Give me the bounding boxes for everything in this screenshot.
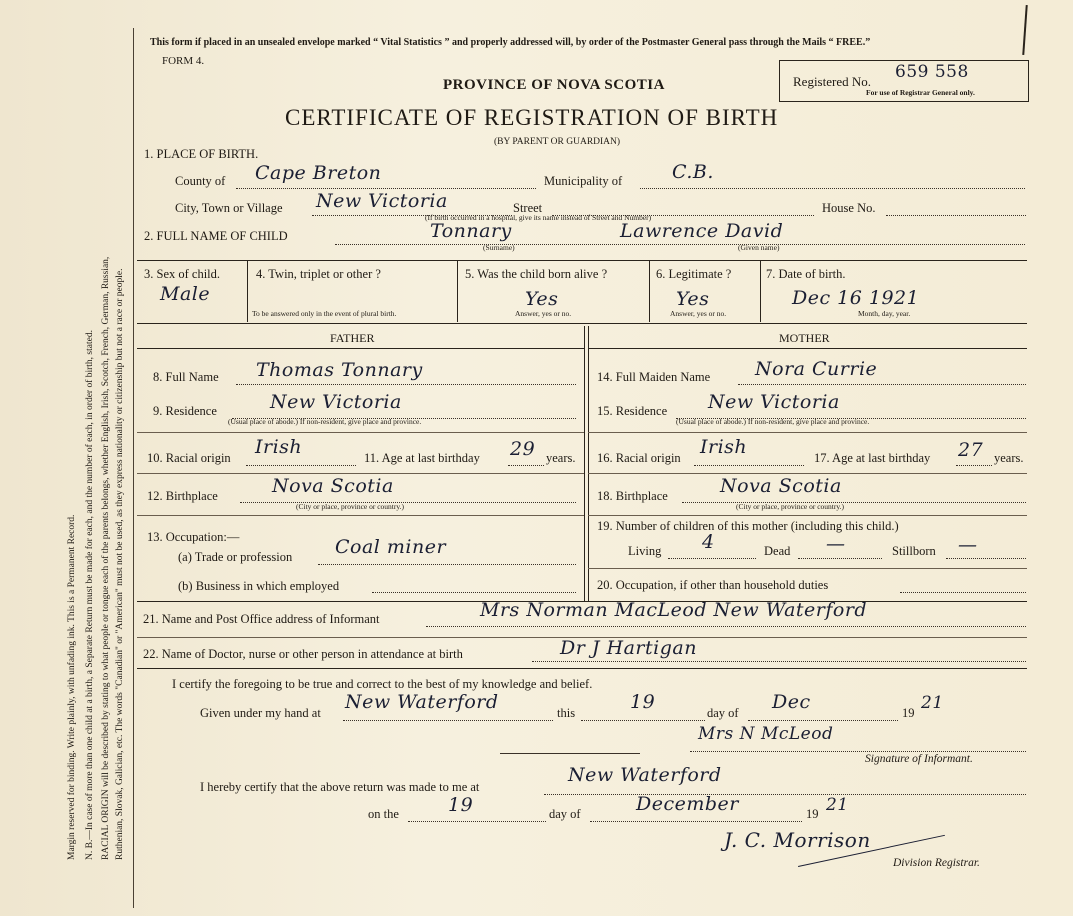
parents-divider-left (584, 326, 585, 601)
margin-note-multiple-births: N. B.—In case of more than one child at a birth, a Separate Return must be made for each, and the number of each, in order of birth, stated. (85, 330, 95, 860)
row3-top-rule (137, 260, 1027, 261)
father-residence-label: 9. Residence (153, 404, 217, 418)
father-residence-note: (Usual place of abode.) If non-resident, give place and province. (228, 417, 422, 426)
municipality-label: Municipality of (544, 174, 623, 188)
father-heading-rule (137, 348, 584, 349)
given-day-line (581, 720, 705, 721)
division-registrar-caption: Division Registrar. (893, 857, 980, 869)
row3-divider-1 (247, 260, 248, 322)
informant-line (426, 626, 1026, 627)
municipality-value: C.B. (672, 161, 714, 183)
mother-age-line (956, 465, 992, 466)
father-trade-line (318, 564, 576, 565)
place-of-birth-label: 1. PLACE OF BIRTH. (144, 147, 259, 161)
mother-occupation-line (900, 592, 1026, 593)
county-label: County of (175, 174, 226, 188)
mother-rule-3 (588, 515, 1027, 516)
page-title: CERTIFICATE OF REGISTRATION OF BIRTH (285, 105, 779, 130)
mother-race-label: 16. Racial origin (597, 451, 681, 465)
father-occupation-label: 13. Occupation:— (147, 530, 240, 544)
registrar-day-line (408, 821, 546, 822)
mother-occupation-label: 20. Occupation, if other than household duties (597, 578, 829, 592)
registrar-year-value: 21 (826, 795, 849, 815)
father-birthplace-value: Nova Scotia (272, 475, 394, 497)
date-of-birth-value: Dec 16 1921 (792, 287, 920, 309)
father-age-line (508, 465, 544, 466)
mother-name-value: Nora Currie (755, 358, 878, 380)
given-month-line (748, 720, 898, 721)
father-trade-value: Coal miner (335, 536, 447, 558)
parents-divider-right (588, 326, 589, 601)
mother-rule-2 (588, 473, 1027, 474)
dead-line (798, 558, 882, 559)
informant-value: Mrs Norman MacLeod New Waterford (480, 599, 868, 621)
given-year-prefix: 19 (902, 706, 915, 720)
signature-of-informant-caption: Signature of Informant. (865, 753, 973, 765)
city-label: City, Town or Village (175, 201, 283, 215)
mother-years-label: years. (994, 451, 1024, 465)
doctor-label: 22. Name of Doctor, nurse or other person in attendance at birth (143, 647, 463, 661)
margin-note-nationality: Ruthenian, Slovak, Galician, etc. The words "Canadian" or "American" must not be used, as they express nationality or citizenship but not a race or people. (115, 268, 125, 860)
mother-residence-note: (Usual place of abode.) If non-resident, give place and province. (676, 417, 870, 426)
registrar-month-value: December (636, 793, 739, 815)
county-line (236, 188, 536, 189)
mother-rule-1 (588, 432, 1027, 433)
child-surname-value: Tonnary (430, 220, 512, 242)
registrar-day-of-label: day of (549, 807, 581, 821)
child-name-line (335, 244, 1025, 245)
registrar-year-prefix: 19 (806, 807, 819, 821)
father-trade-label: (a) Trade or profession (178, 550, 293, 564)
father-residence-value: New Victoria (270, 391, 402, 413)
stillborn-label: Stillborn (892, 544, 936, 558)
given-caption: (Given name) (738, 243, 780, 252)
mother-name-line (738, 384, 1026, 385)
father-business-label: (b) Business in which employed (178, 579, 340, 593)
registered-number: 659 558 (895, 62, 969, 82)
mother-rule-4 (588, 568, 1027, 569)
house-number-label: House No. (822, 201, 876, 215)
father-birthplace-label: 12. Birthplace (147, 489, 218, 503)
mother-birthplace-value: Nova Scotia (720, 475, 842, 497)
stillborn-line (946, 558, 1026, 559)
mother-race-line (694, 465, 804, 466)
legitimate-value: Yes (676, 288, 710, 310)
subtitle: (BY PARENT OR GUARDIAN) (494, 137, 621, 147)
given-year-value: 21 (921, 693, 944, 713)
father-race-value: Irish (255, 436, 303, 458)
father-rule-1 (137, 432, 584, 433)
hospital-note: (If birth occurred in a hospital, give its name instead of Street and Number) (425, 213, 652, 222)
mother-residence-label: 15. Residence (597, 404, 668, 418)
father-name-line (236, 384, 576, 385)
father-years-label: years. (546, 451, 576, 465)
informant-signature: Mrs N McLeod (698, 724, 834, 744)
short-rule (500, 753, 640, 754)
city-value: New Victoria (316, 190, 448, 212)
registrar-note: For use of Registrar General only. (866, 88, 975, 97)
registrar-signature: J. C. Morrison (724, 828, 871, 852)
registered-label: Registered No. (793, 74, 871, 89)
municipality-line (640, 188, 1025, 189)
row3-bottom-rule (137, 323, 1027, 324)
father-rule-3 (137, 515, 584, 516)
father-business-line (372, 592, 576, 593)
father-age-label: 11. Age at last birthday (364, 451, 480, 465)
father-birthplace-note: (City or place, province or country.) (296, 502, 405, 511)
doctor-line (532, 661, 1026, 662)
informant-signature-line (690, 751, 1026, 752)
father-birthplace-line (240, 502, 576, 503)
registrar-certify-text: I hereby certify that the above return was made to me at (200, 780, 480, 794)
county-value: Cape Breton (255, 162, 382, 184)
province-heading: PROVINCE OF NOVA SCOTIA (443, 77, 665, 93)
mother-age-label: 17. Age at last birthday (814, 451, 931, 465)
mother-heading-rule (588, 348, 1027, 349)
registrar-place-value: New Waterford (568, 764, 722, 786)
given-month-value: Dec (772, 691, 811, 713)
father-race-line (246, 465, 356, 466)
alive-value: Yes (525, 288, 559, 310)
margin-note-racial-origin: RACIAL ORIGIN will be described by stating to what people or tongue each of the parents belongs, whether English, Irish, Scotch, French, German, Russian, (101, 256, 111, 860)
legitimate-label: 6. Legitimate ? (656, 267, 732, 281)
registrar-place-line (544, 794, 1026, 795)
doctor-value: Dr J Hartigan (560, 637, 697, 659)
father-rule-2 (137, 473, 584, 474)
living-value: 4 (702, 531, 715, 553)
mother-children-label: 19. Number of children of this mother (including this child.) (597, 519, 899, 533)
margin-note-binding: Margin reserved for binding. Write plainly, with unfading ink. This is a Permanent Record. (67, 514, 77, 860)
mother-birthplace-note: (City or place, province or country.) (736, 502, 845, 511)
mother-residence-value: New Victoria (708, 391, 840, 413)
registrar-day-value: 19 (448, 794, 474, 816)
given-under-label: Given under my hand at (200, 706, 321, 720)
row3-divider-4 (760, 260, 761, 322)
street-label: Street (513, 201, 543, 215)
mother-age-value: 27 (958, 439, 984, 461)
father-name-label: 8. Full Name (153, 370, 219, 384)
informant-label: 21. Name and Post Office address of Informant (143, 612, 380, 626)
father-heading: FATHER (330, 331, 375, 345)
date-of-birth-label: 7. Date of birth. (766, 267, 846, 281)
dead-value: — (826, 533, 846, 555)
stillborn-value: — (958, 534, 978, 556)
alive-note: Answer, yes or no. (515, 309, 572, 318)
living-line (668, 558, 756, 559)
row3-divider-2 (457, 260, 458, 322)
child-given-value: Lawrence David (620, 220, 784, 242)
father-age-value: 29 (510, 438, 536, 460)
sex-label: 3. Sex of child. (144, 267, 221, 281)
surname-caption: (Surname) (483, 243, 515, 252)
alive-label: 5. Was the child born alive ? (465, 267, 608, 281)
this-label: this (557, 706, 576, 720)
twin-label: 4. Twin, triplet or other ? (256, 267, 381, 281)
mother-birthplace-line (682, 502, 1026, 503)
given-place-line (343, 720, 553, 721)
legitimate-note: Answer, yes or no. (670, 309, 727, 318)
mother-name-label: 14. Full Maiden Name (597, 370, 711, 384)
mail-notice: This form if placed in an unsealed envelope marked “ Vital Statistics ” and properly addressed will, by order of the Postmaster General pass through the Mails “ FREE.” (150, 37, 871, 48)
registrar-month-line (590, 821, 802, 822)
date-of-birth-note: Month, day, year. (858, 309, 911, 318)
sex-value: Male (160, 283, 211, 305)
father-name-value: Thomas Tonnary (256, 359, 423, 381)
margin-rule (133, 28, 134, 908)
row3-divider-3 (649, 260, 650, 322)
mother-race-value: Irish (700, 436, 748, 458)
doctor-rule (137, 668, 1027, 669)
given-day-of-label: day of (707, 706, 739, 720)
given-place-value: New Waterford (345, 691, 499, 713)
pen-mark (1022, 5, 1027, 55)
father-race-label: 10. Racial origin (147, 451, 231, 465)
living-label: Living (628, 544, 662, 558)
certify-text: I certify the foregoing to be true and correct to the best of my knowledge and belief. (172, 677, 593, 691)
house-number-line (886, 215, 1026, 216)
mother-birthplace-label: 18. Birthplace (597, 489, 668, 503)
twin-note: To be answered only in the event of plural birth. (252, 309, 397, 318)
form-number: FORM 4. (162, 55, 205, 67)
given-day-value: 19 (630, 691, 656, 713)
mother-heading: MOTHER (779, 331, 830, 345)
on-the-label: on the (368, 807, 399, 821)
child-name-label: 2. FULL NAME OF CHILD (144, 229, 288, 243)
dead-label: Dead (764, 544, 791, 558)
